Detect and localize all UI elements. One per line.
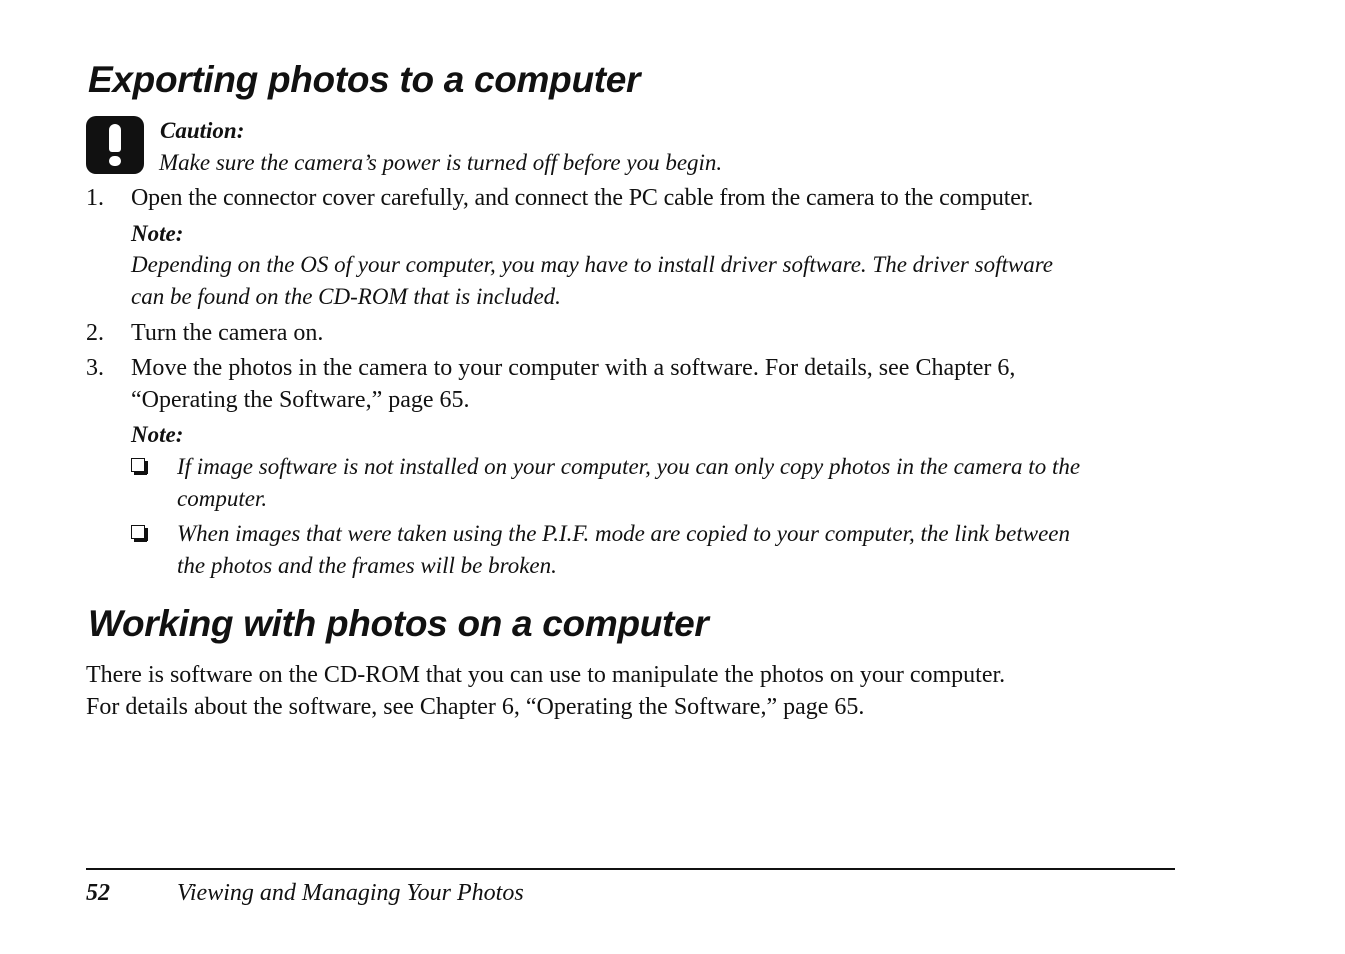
paragraph-line: For details about the software, see Chapter 6, “Operating the Software,” page 65. — [86, 694, 865, 720]
note-text-line: can be found on the CD-ROM that is included. — [131, 284, 561, 309]
checkbox-bullet-icon — [131, 525, 145, 539]
step-number: 1. — [86, 185, 104, 211]
note-label: Note: — [131, 221, 184, 246]
step-number: 2. — [86, 320, 104, 346]
section-heading-working: Working with photos on a computer — [88, 603, 709, 644]
checkbox-bullet-icon — [131, 458, 145, 472]
step-text: Open the connector cover carefully, and connect the PC cable from the camera to the computer. — [131, 185, 1034, 211]
step-text: “Operating the Software,” page 65. — [131, 387, 470, 413]
bullet-text-line: When images that were taken using the P.I.F. mode are copied to your computer, the link between — [177, 521, 1070, 546]
caution-text: Make sure the camera’s power is turned off before you begin. — [159, 150, 723, 175]
note-label: Note: — [131, 422, 184, 447]
step-number: 3. — [86, 355, 104, 381]
footer-chapter-title: Viewing and Managing Your Photos — [177, 880, 524, 906]
section-heading-exporting: Exporting photos to a computer — [88, 59, 641, 100]
paragraph-line: There is software on the CD-ROM that you can use to manipulate the photos on your computer. — [86, 662, 1006, 688]
bullet-text-line: computer. — [177, 486, 268, 511]
note-text-line: Depending on the OS of your computer, you may have to install driver software. The driver software — [131, 252, 1054, 277]
bullet-text-line: If image software is not installed on your computer, you can only copy photos in the camera to the — [177, 454, 1081, 479]
step-text: Move the photos in the camera to your computer with a software. For details, see Chapter 6, — [131, 355, 1016, 381]
caution-label: Caution: — [160, 118, 245, 143]
exclamation-icon — [86, 116, 144, 174]
page-number: 52 — [86, 880, 110, 906]
bullet-text-line: the photos and the frames will be broken. — [177, 553, 557, 578]
footer-rule — [86, 868, 1175, 870]
step-text: Turn the camera on. — [131, 320, 324, 346]
